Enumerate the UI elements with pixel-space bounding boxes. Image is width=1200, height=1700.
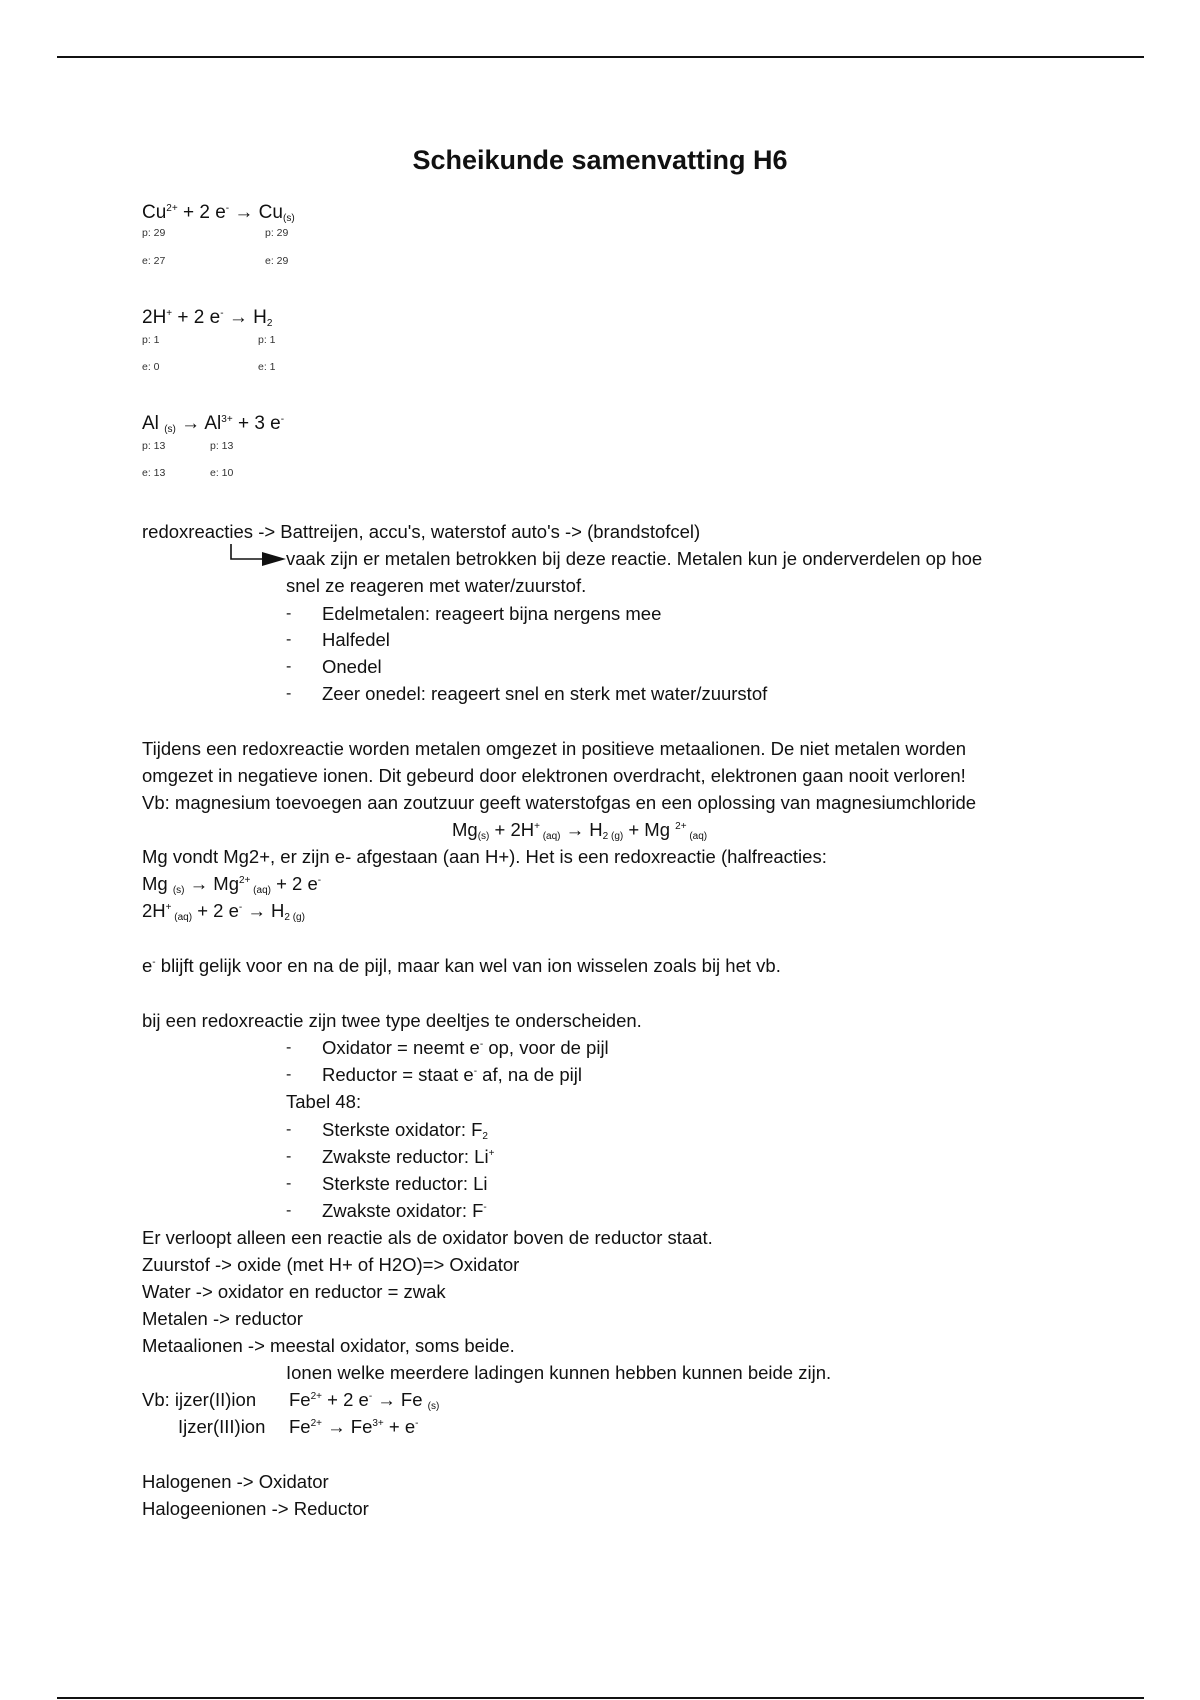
halogen-line: Halogenen -> Oxidator bbox=[142, 1471, 329, 1492]
connector-arrow-icon bbox=[228, 544, 290, 566]
reductor-definition: Reductor = staat e- af, na de pijl bbox=[322, 1064, 582, 1085]
rule-line: Metaalionen -> meestal oxidator, soms beide. bbox=[142, 1335, 515, 1356]
half-reaction-h: 2H+ + 2 $e^- \to H_2$ bbox=[142, 307, 273, 329]
oxidator-definition: Oxidator = neemt e- op, voor de pijl bbox=[322, 1037, 609, 1058]
table-label: Tabel 48: bbox=[286, 1091, 362, 1112]
electron-count: e: 10 bbox=[210, 467, 234, 479]
arrow-icon: → bbox=[234, 202, 254, 223]
list-item: Zeer onedel: reageert snel en sterk met water/zuurstof bbox=[322, 683, 768, 704]
mg-note: Mg vondt Mg2+, er zijn e- afgestaan (aan H+). Het is een redoxreactie (halfreacties: bbox=[142, 846, 827, 867]
bullet-dash: - bbox=[286, 1175, 292, 1192]
rule-line: Metalen -> reductor bbox=[142, 1308, 303, 1329]
iron-ii-equation: $Fe^{2+} + 2$ e- → Fe $_{(s)}$ bbox=[289, 1389, 440, 1412]
rule-line: Er verloopt alleen een reactie als de oxidator boven de reductor staat. bbox=[142, 1227, 713, 1248]
bullet-dash: - bbox=[286, 631, 292, 648]
bullet-dash: - bbox=[286, 685, 292, 702]
page-title: Scheikunde samenvatting H6 bbox=[412, 145, 788, 175]
rule-line: Zuurstof -> oxide (met H+ of H2O)=> Oxidator bbox=[142, 1254, 520, 1275]
arrow-icon: → bbox=[247, 900, 266, 921]
bullet-dash: - bbox=[286, 1066, 292, 1083]
paragraph-line: Tijdens een redoxreactie worden metalen omgezet in positieve metaalionen. De niet metalen worden bbox=[142, 738, 967, 759]
arrow-icon: → bbox=[565, 819, 585, 840]
proton-count: p: 13 bbox=[142, 440, 166, 452]
list-item: Edelmetalen: reageert bijna nergens mee bbox=[322, 603, 662, 624]
arrow-icon: → bbox=[228, 307, 248, 328]
proton-count: p: 1 bbox=[142, 334, 160, 346]
electron-count: e: 0 bbox=[142, 361, 160, 373]
arrow-icon: → bbox=[377, 1389, 396, 1410]
proton-count: p: 29 bbox=[265, 227, 289, 239]
bullet-dash: - bbox=[286, 658, 292, 675]
ions-note: Ionen welke meerdere ladingen kunnen hebben kunnen beide zijn. bbox=[286, 1362, 832, 1383]
arrow-icon: → bbox=[181, 413, 201, 434]
half-reaction-mg: Mg $_{(s)} \to Mg^{2+}$ $_{(aq)}$ + 2 e- bbox=[142, 873, 322, 896]
half-reaction-h2: 2H+ $_{(aq)}$ + 2 $e^- \to H_{2 (g)}$ bbox=[142, 900, 305, 923]
electron-note: e- blijft gelijk voor en na de pijl, maar kan wel van ion wisselen zoals bij het vb. bbox=[142, 955, 781, 976]
mg-equation: $Mg_{(s)} + 2H^+$ $_{(aq)} \to H_{2 (g)} + Mg$ $^{2+}$ $_{(aq)}$ bbox=[452, 819, 708, 842]
bullet-dash: - bbox=[286, 605, 292, 622]
metals-note-line: vaak zijn er metalen betrokken bij deze reactie. Metalen kun je onderverdelen op hoe bbox=[286, 548, 983, 569]
bottom-rule bbox=[57, 1697, 1144, 1699]
metals-note-line: snel ze reageren met water/zuurstof. bbox=[286, 575, 587, 596]
list-item: Onedel bbox=[322, 656, 382, 677]
electron-count: e: 27 bbox=[142, 255, 166, 267]
proton-count: p: 29 bbox=[142, 227, 166, 239]
table-item: Zwakste oxidator: F- bbox=[322, 1200, 487, 1221]
electron-count: e: 29 bbox=[265, 255, 289, 267]
half-reaction-al: Al $_{(s)} \to Al^{3+} + 3$ e- bbox=[142, 413, 285, 435]
arrow-icon: → bbox=[189, 873, 209, 894]
bullet-dash: - bbox=[286, 1202, 292, 1219]
iron-iii-label: Ijzer(III)ion bbox=[178, 1416, 266, 1437]
paragraph-line: Vb: magnesium toevoegen aan zoutzuur geeft waterstofgas en een oplossing van magnesiumchloride bbox=[142, 792, 977, 813]
list-item: Halfedel bbox=[322, 629, 390, 650]
bullet-dash: - bbox=[286, 1121, 292, 1138]
top-rule bbox=[57, 56, 1144, 58]
halogen-line: Halogeenionen -> Reductor bbox=[142, 1498, 369, 1519]
electron-count: e: 13 bbox=[142, 467, 166, 479]
table-item: Sterkste reductor: Li bbox=[322, 1173, 488, 1194]
proton-count: p: 13 bbox=[210, 440, 234, 452]
rule-line: Water -> oxidator en reductor = zwak bbox=[142, 1281, 446, 1302]
iron-iii-equation: $Fe^{2+} \to Fe^{3+} + e^-$ bbox=[289, 1416, 419, 1437]
paragraph-line: omgezet in negatieve ionen. Dit gebeurd door elektronen overdracht, elektronen gaan nooit verloren! bbox=[142, 765, 966, 786]
bullet-dash: - bbox=[286, 1039, 292, 1056]
bullet-dash: - bbox=[286, 1148, 292, 1165]
redox-intro: redoxreacties -> Battreijen, accu's, waterstof auto's -> (brandstofcel) bbox=[142, 521, 701, 542]
half-reaction-cu: $Cu^{2+} + 2$ $e^- \to Cu_{(s)}$ bbox=[142, 202, 295, 224]
particles-intro: bij een redoxreactie zijn twee type deeltjes te onderscheiden. bbox=[142, 1010, 642, 1031]
electron-count: e: 1 bbox=[258, 361, 276, 373]
proton-count: p: 1 bbox=[258, 334, 276, 346]
iron-ii-label: Vb: ijzer(II)ion bbox=[142, 1389, 257, 1410]
arrow-icon: → bbox=[327, 1416, 346, 1437]
table-item: Zwakste reductor: Li+ bbox=[322, 1146, 495, 1167]
table-item: Sterkste oxidator: $F_2$ bbox=[322, 1119, 488, 1142]
